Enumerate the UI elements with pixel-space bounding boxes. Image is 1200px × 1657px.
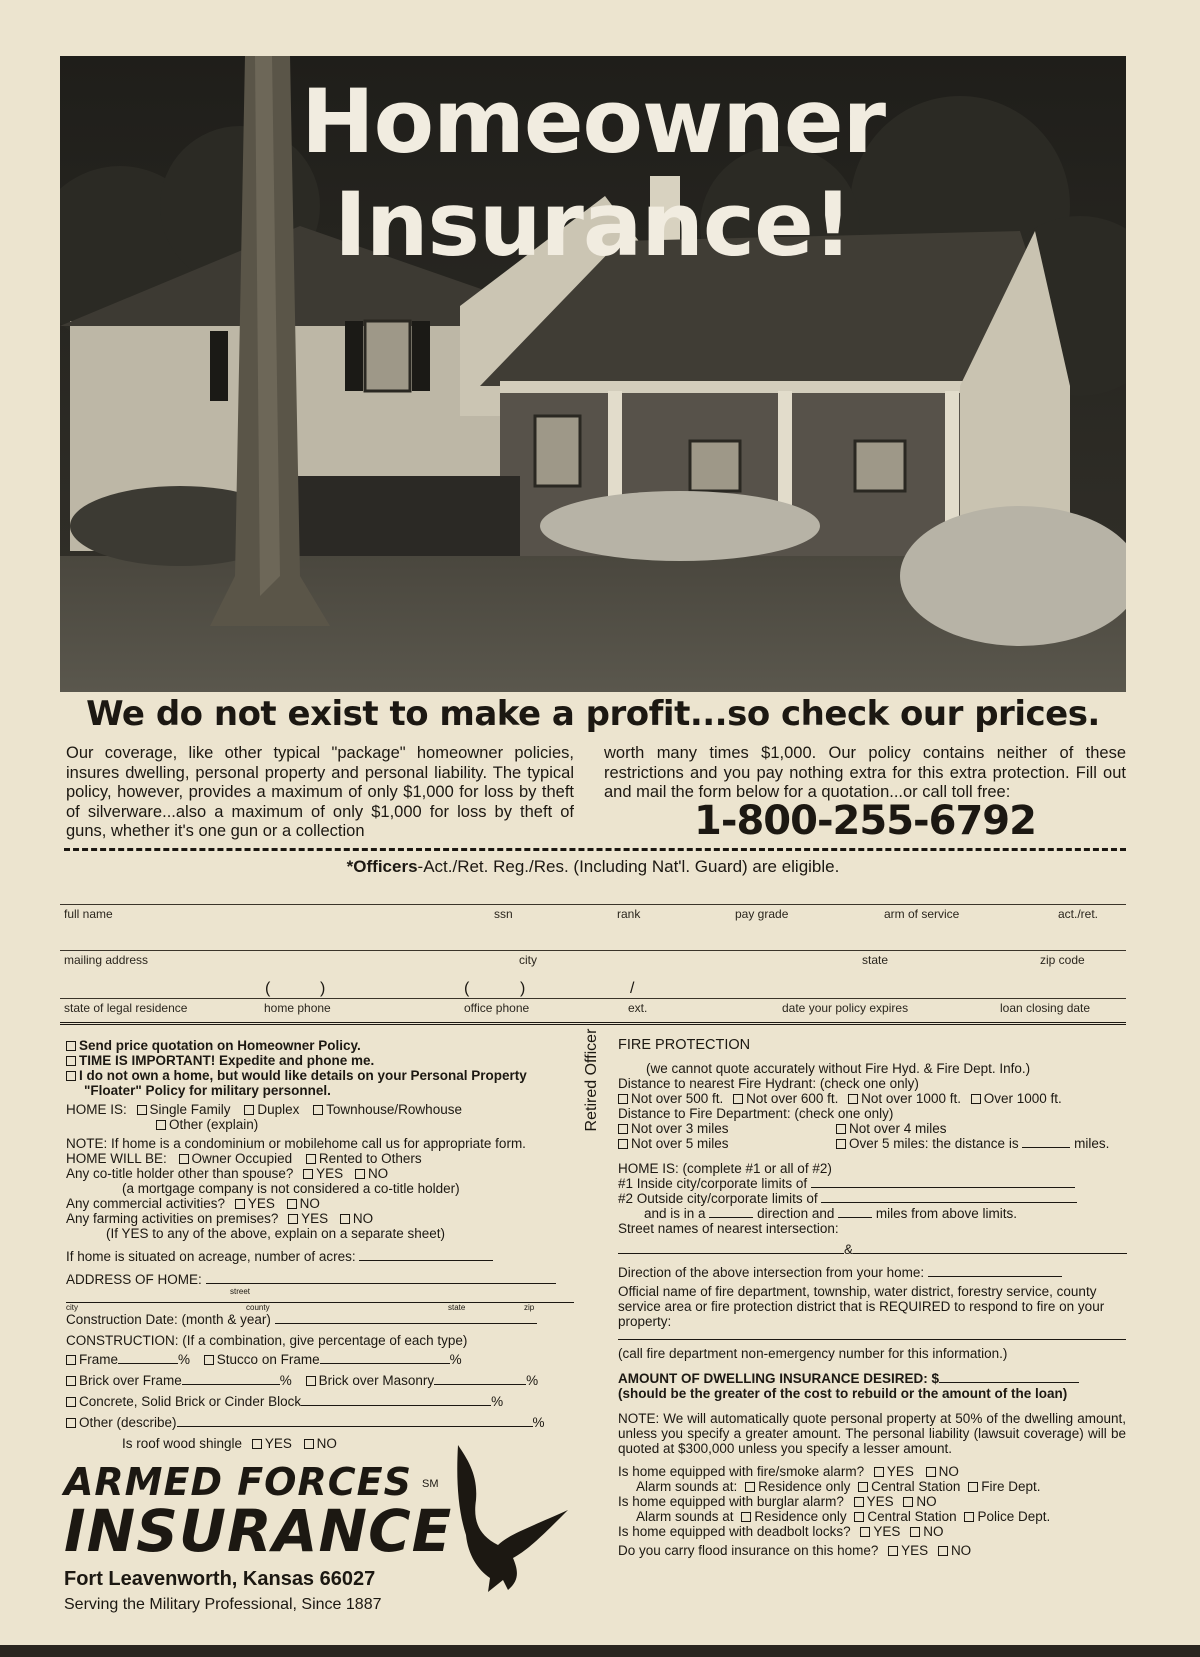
other-home-checkbox[interactable] <box>156 1120 166 1130</box>
toll-free-phone[interactable]: 1-800-255-6792 <box>694 798 1036 844</box>
burglar-no-checkbox[interactable] <box>903 1497 913 1507</box>
distance-input[interactable] <box>1022 1136 1070 1148</box>
mortgage-note: (a mortgage company is not considered a co-title holder) <box>122 1181 460 1196</box>
flood-yes-label: YES <box>901 1543 929 1558</box>
address-label: ADDRESS OF HOME: <box>66 1272 202 1287</box>
home-is-question: HOME IS: (complete #1 or all of #2) <box>618 1161 832 1176</box>
state-of-residence-field[interactable]: state of legal residence <box>64 1001 188 1015</box>
flood-no-label: NO <box>950 1543 972 1558</box>
townhouse-checkbox[interactable] <box>313 1105 323 1115</box>
outside-limits-input[interactable] <box>821 1191 1077 1203</box>
cotitle-question: Any co-title holder other than spouse? <box>66 1166 294 1181</box>
act-ret-field[interactable]: act./ret. <box>1058 907 1099 921</box>
frame-checkbox[interactable] <box>66 1355 76 1365</box>
inside-limits-label: #1 Inside city/corporate limits of <box>618 1176 808 1191</box>
house-photo <box>60 56 1126 692</box>
cotitle-no-label: NO <box>367 1166 389 1181</box>
home-phone-paren-close: ) <box>320 980 326 997</box>
street-1-input[interactable] <box>618 1242 844 1254</box>
form-rule-1 <box>60 904 1126 905</box>
single-family-label: Single Family <box>149 1102 231 1117</box>
eligibility-bold: *Officers <box>346 857 418 876</box>
tagline: We do not exist to make a profit...so check our prices. <box>86 694 1100 734</box>
floater-option-1: I do not own a home, but would like details on your Personal Property <box>79 1068 527 1083</box>
and-is-label: and is in a <box>644 1206 706 1221</box>
roof-yes-label: YES <box>264 1436 292 1451</box>
smoke-question: Is home equipped with fire/smoke alarm? <box>618 1464 865 1479</box>
flood-no-checkbox[interactable] <box>938 1546 948 1556</box>
construction-date-label: Construction Date: (month & year) <box>66 1312 271 1327</box>
burglar-residence-checkbox[interactable] <box>741 1512 751 1522</box>
d3-checkbox[interactable] <box>618 1124 628 1134</box>
farming-no-label: NO <box>352 1211 374 1226</box>
rented-label: Rented to Others <box>318 1151 422 1166</box>
roof-question: Is roof wood shingle <box>122 1436 243 1451</box>
commercial-no-checkbox[interactable] <box>287 1199 297 1209</box>
frame-pct: % <box>178 1352 191 1367</box>
zip-code-field[interactable]: zip code <box>1040 953 1085 967</box>
headline: Homeowner Insurance! <box>301 70 885 276</box>
city-caption: city <box>66 1303 78 1312</box>
expedite-checkbox[interactable] <box>66 1056 76 1066</box>
amount-label: AMOUNT OF DWELLING INSURANCE DESIRED: $ <box>618 1371 940 1386</box>
full-name-field[interactable]: full name <box>64 907 113 921</box>
county-caption: county <box>246 1303 270 1312</box>
smoke-central-label: Central Station <box>871 1479 961 1494</box>
frame-label: Frame <box>79 1352 119 1367</box>
h1000-label: Not over 1000 ft. <box>861 1091 961 1106</box>
brick-masonry-label: Brick over Masonry <box>318 1373 435 1388</box>
will-be-label: HOME WILL BE: <box>66 1151 167 1166</box>
office-phone-paren-close: ) <box>520 980 526 997</box>
policy-expires-field[interactable]: date your policy expires <box>782 1001 909 1015</box>
deadbolt-question: Is home equipped with deadbolt locks? <box>618 1524 851 1539</box>
home-phone-paren-open: ( <box>265 980 271 997</box>
brick-frame-label: Brick over Frame <box>79 1373 182 1388</box>
rank-field[interactable]: rank <box>617 907 641 921</box>
state-caption: state <box>448 1303 466 1312</box>
farming-question: Any farming activities on premises? <box>66 1211 279 1226</box>
service-mark: SM <box>422 1478 439 1490</box>
form-rule-2 <box>60 950 1126 951</box>
d3-label: Not over 3 miles <box>631 1121 729 1136</box>
farming-yes-checkbox[interactable] <box>288 1214 298 1224</box>
miles-from-input[interactable] <box>838 1206 872 1218</box>
street-2-input[interactable] <box>853 1242 1127 1254</box>
miles-from-label: miles from above limits. <box>875 1206 1017 1221</box>
h1000-checkbox[interactable] <box>848 1094 858 1104</box>
inside-limits-input[interactable] <box>811 1176 1075 1188</box>
burglar-central-label: Central Station <box>867 1509 957 1524</box>
construction-date-input[interactable] <box>275 1312 537 1324</box>
zip-caption: zip <box>524 1303 535 1312</box>
alarm-at-label-2: Alarm sounds at <box>636 1509 734 1524</box>
smoke-residence-label: Residence only <box>758 1479 851 1494</box>
arm-of-service-field[interactable]: arm of service <box>884 907 960 921</box>
date-slash: / <box>630 980 635 997</box>
stucco-label: Stucco on Frame <box>216 1352 320 1367</box>
frame-pct-input[interactable] <box>118 1352 178 1364</box>
direction-input[interactable] <box>709 1206 753 1218</box>
eligibility-text: -Act./Ret. Reg./Res. (Including Nat'l. Guard) are eligible. <box>417 857 840 876</box>
flood-question: Do you carry flood insurance on this home? <box>618 1543 879 1558</box>
street-names-label: Street names of nearest intersection: <box>618 1221 839 1236</box>
cotitle-yes-label: YES <box>316 1166 344 1181</box>
smoke-no-checkbox[interactable] <box>926 1467 936 1477</box>
brick-masonry-pct: % <box>526 1373 539 1388</box>
personal-property-note: NOTE: We will automatically quote personal property at 50% of the dwelling amount, unless you specify a greater amount. The personal liability (lawsuit coverage) will be quoted at $300,000 unless you specify a lesser amount. <box>618 1411 1126 1456</box>
eligibility-note <box>60 857 1126 877</box>
commercial-question: Any commercial activities? <box>66 1196 226 1211</box>
burglar-residence-label: Residence only <box>754 1509 847 1524</box>
quote-checkbox[interactable] <box>66 1041 76 1051</box>
ssn-field[interactable]: ssn <box>494 907 513 921</box>
duplex-checkbox[interactable] <box>244 1105 254 1115</box>
hover-checkbox[interactable] <box>971 1094 981 1104</box>
call-note: (call fire department non-emergency number for this information.) <box>618 1346 1008 1361</box>
deadbolt-no-checkbox[interactable] <box>910 1527 920 1537</box>
h600-label: Not over 600 ft. <box>746 1091 839 1106</box>
office-phone-paren-open: ( <box>464 980 470 997</box>
brick-masonry-checkbox[interactable] <box>306 1376 316 1386</box>
stucco-pct: % <box>449 1352 462 1367</box>
home-phone-field[interactable]: home phone <box>264 1001 331 1015</box>
acreage-question: If home is situated on acreage, number of acres: <box>66 1249 356 1264</box>
concrete-pct-input[interactable] <box>301 1394 491 1406</box>
commercial-yes-label: YES <box>247 1196 275 1211</box>
floater-option-2: "Floater" Policy for military personnel. <box>84 1083 331 1098</box>
flood-yes-checkbox[interactable] <box>888 1546 898 1556</box>
street-input[interactable] <box>206 1272 556 1284</box>
concrete-checkbox[interactable] <box>66 1397 76 1407</box>
left-form-column <box>66 1038 574 1451</box>
intro-right-text: worth many times $1,000. Our policy contains neither of these restrictions and you pay nothing extra for this extra protection. Fill out and mail the form below for a quotation...or call toll free: <box>604 744 1126 801</box>
d4-checkbox[interactable] <box>836 1124 846 1134</box>
page-bottom-edge <box>0 1645 1200 1657</box>
d5-checkbox[interactable] <box>618 1139 628 1149</box>
amp-label: & <box>844 1242 854 1257</box>
burglar-no-label: NO <box>916 1494 937 1509</box>
roof-no-checkbox[interactable] <box>304 1439 314 1449</box>
roof-yes-checkbox[interactable] <box>252 1439 262 1449</box>
other-construction-input[interactable] <box>177 1415 533 1427</box>
brick-frame-pct: % <box>279 1373 292 1388</box>
h600-checkbox[interactable] <box>733 1094 743 1104</box>
dover-checkbox[interactable] <box>836 1139 846 1149</box>
smoke-residence-checkbox[interactable] <box>745 1482 755 1492</box>
smoke-firedept-label: Fire Dept. <box>981 1479 1041 1494</box>
eagle-icon <box>448 1440 578 1600</box>
brand-line-1: ARMED FORCES <box>64 1460 412 1504</box>
direction-question: Direction of the above intersection from your home: <box>618 1265 925 1280</box>
deadbolt-yes-label: YES <box>873 1524 901 1539</box>
brand-address: Fort Leavenworth, Kansas 66027 <box>64 1568 376 1590</box>
direction-answer-input[interactable] <box>928 1265 1062 1277</box>
smoke-central-checkbox[interactable] <box>858 1482 868 1492</box>
brick-frame-checkbox[interactable] <box>66 1376 76 1386</box>
cut-line <box>64 848 1126 851</box>
townhouse-label: Townhouse/Rowhouse <box>326 1102 462 1117</box>
miles-label: miles. <box>1074 1136 1110 1151</box>
amount-note: (should be the greater of the cost to rebuild or the amount of the loan) <box>618 1386 1068 1401</box>
cotitle-no-checkbox[interactable] <box>355 1169 365 1179</box>
d4-label: Not over 4 miles <box>849 1121 947 1136</box>
cotitle-yes-checkbox[interactable] <box>303 1169 313 1179</box>
office-phone-field[interactable]: office phone <box>464 1001 530 1015</box>
retired-officer-label: Retired Officer <box>583 1028 600 1132</box>
farming-yes-label: YES <box>301 1211 329 1226</box>
ext-field[interactable]: ext. <box>628 1001 648 1015</box>
official-name-input[interactable] <box>618 1339 1126 1340</box>
rented-checkbox[interactable] <box>306 1154 316 1164</box>
burglar-central-checkbox[interactable] <box>854 1512 864 1522</box>
expedite-option: TIME IS IMPORTANT! Expedite and phone me. <box>79 1053 375 1068</box>
owner-occupied-checkbox[interactable] <box>179 1154 189 1164</box>
home-is-label: HOME IS: <box>66 1102 127 1117</box>
farming-no-checkbox[interactable] <box>340 1214 350 1224</box>
hover-label: Over 1000 ft. <box>983 1091 1062 1106</box>
commercial-yes-checkbox[interactable] <box>235 1199 245 1209</box>
other-home-label: Other (explain) <box>169 1117 259 1132</box>
alarm-at-label: Alarm sounds at: <box>636 1479 738 1494</box>
deadbolt-no-label: NO <box>923 1524 944 1539</box>
concrete-pct: % <box>491 1394 504 1409</box>
roof-no-label: NO <box>316 1436 337 1451</box>
pay-grade-field[interactable]: pay grade <box>735 907 789 921</box>
other-construction-label: Other (describe) <box>79 1415 177 1430</box>
dept-question: Distance to Fire Department: (check one only) <box>618 1106 894 1121</box>
burglar-police-checkbox[interactable] <box>964 1512 974 1522</box>
burglar-police-label: Police Dept. <box>977 1509 1051 1524</box>
explain-note: (If YES to any of the above, explain on a separate sheet) <box>106 1226 445 1241</box>
city-field[interactable]: city <box>519 953 537 967</box>
loan-closing-field[interactable]: loan closing date <box>1000 1001 1091 1015</box>
quote-option: Send price quotation on Homeowner Policy. <box>79 1038 361 1053</box>
fire-note: (we cannot quote accurately without Fire Hyd. & Fire Dept. Info.) <box>646 1061 1031 1076</box>
duplex-label: Duplex <box>257 1102 300 1117</box>
commercial-no-label: NO <box>299 1196 320 1211</box>
construction-label: CONSTRUCTION: (If a combination, give percentage of each type) <box>66 1333 468 1348</box>
eagle-logo <box>448 1440 578 1605</box>
hydrant-question: Distance to nearest Fire Hydrant: (check one only) <box>618 1076 919 1091</box>
deadbolt-yes-checkbox[interactable] <box>860 1527 870 1537</box>
intro-left-text: Our coverage, like other typical "package" homeowner policies, insures dwelling, personal property and personal liability. The typical policy, however, provides a maximum of only $1,000 for loss by theft of silverware...also a maximum of only $1,000 for loss by theft of guns, whether it's one gun or a collection <box>66 744 574 840</box>
owner-occupied-label: Owner Occupied <box>191 1151 293 1166</box>
other-construction-pct: % <box>532 1415 545 1430</box>
condo-note: NOTE: If home is a condominium or mobilehome call us for appropriate form. <box>66 1136 526 1151</box>
state-field[interactable]: state <box>862 953 889 967</box>
acreage-input[interactable] <box>359 1249 493 1261</box>
fire-protection-title: FIRE PROTECTION <box>618 1037 751 1053</box>
stucco-pct-input[interactable] <box>320 1352 450 1364</box>
burglar-yes-checkbox[interactable] <box>854 1497 864 1507</box>
d5-label: Not over 5 miles <box>631 1136 729 1151</box>
direction-and-label: direction and <box>757 1206 835 1221</box>
burglar-question: Is home equipped with burglar alarm? <box>618 1494 844 1509</box>
mailing-address-field[interactable]: mailing address <box>64 953 149 967</box>
smoke-no-label: NO <box>938 1464 959 1479</box>
brick-masonry-pct-input[interactable] <box>434 1373 526 1385</box>
smoke-yes-label: YES <box>886 1464 914 1479</box>
right-form-column <box>618 1038 1126 1558</box>
smoke-firedept-checkbox[interactable] <box>968 1482 978 1492</box>
street-caption: street <box>230 1287 251 1296</box>
h500-label: Not over 500 ft. <box>631 1091 724 1106</box>
smoke-yes-checkbox[interactable] <box>874 1467 884 1477</box>
other-construction-checkbox[interactable] <box>66 1418 76 1428</box>
concrete-label: Concrete, Solid Brick or Cinder Block <box>79 1394 302 1409</box>
h500-checkbox[interactable] <box>618 1094 628 1104</box>
brick-frame-pct-input[interactable] <box>182 1373 280 1385</box>
amount-input[interactable] <box>939 1371 1079 1383</box>
burglar-yes-label: YES <box>866 1494 894 1509</box>
floater-checkbox[interactable] <box>66 1071 76 1081</box>
official-name-label: Official name of fire department, township, water district, forestry service, county service area or fire protection district that is REQUIRED to respond to fire on your property: <box>618 1284 1105 1329</box>
single-family-checkbox[interactable] <box>137 1105 147 1115</box>
brand-line-2: INSURANCE <box>64 1497 453 1565</box>
outside-limits-label: #2 Outside city/corporate limits of <box>618 1191 818 1206</box>
form-rule-3 <box>60 998 1126 999</box>
brand-slogan: Serving the Military Professional, Since 1887 <box>64 1596 382 1613</box>
dover-label: Over 5 miles: the distance is <box>849 1136 1019 1151</box>
stucco-checkbox[interactable] <box>204 1355 214 1365</box>
